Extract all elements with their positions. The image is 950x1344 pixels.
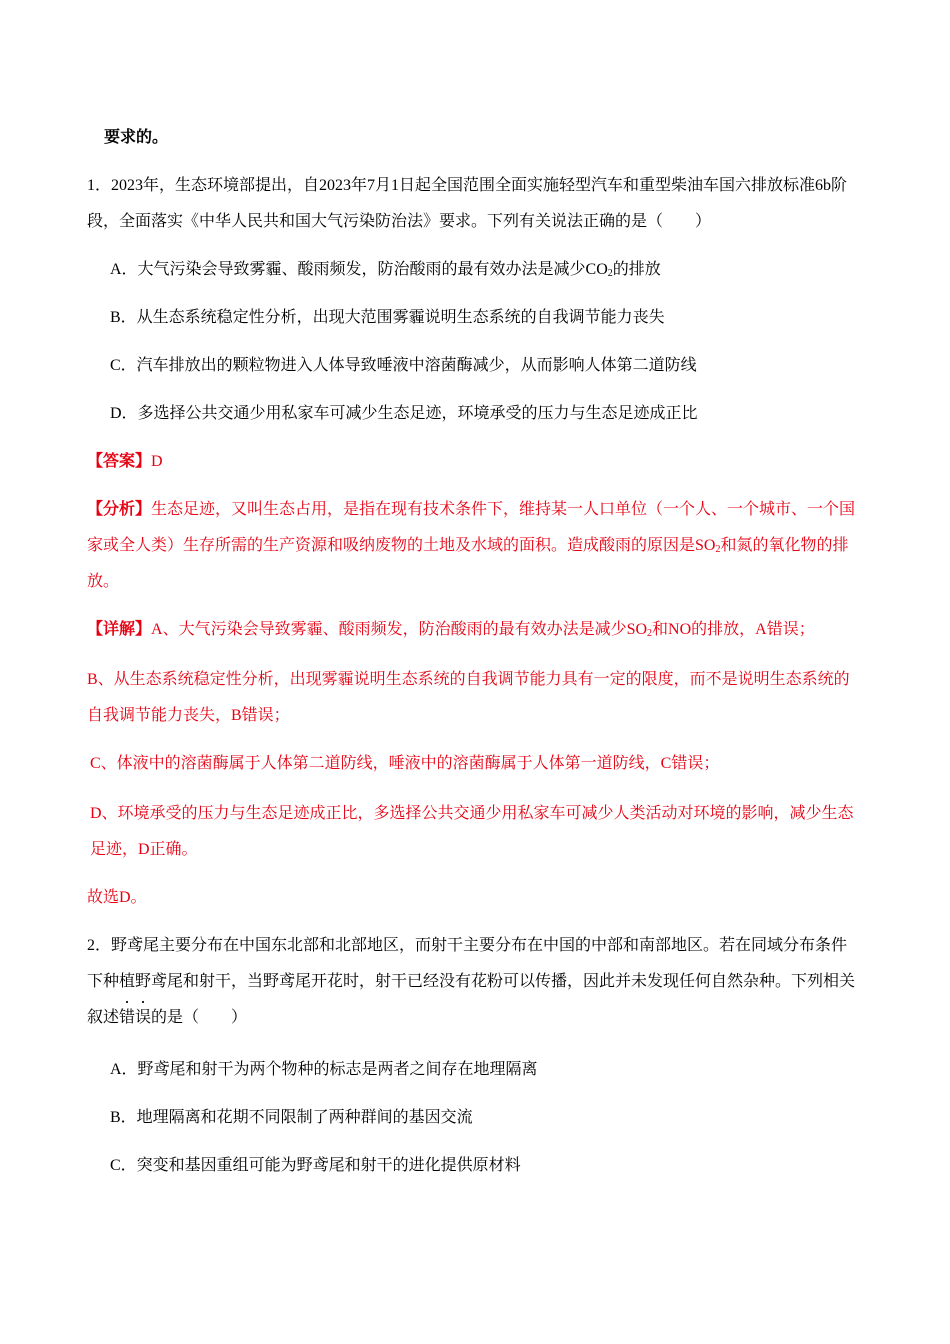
detail-b: B、从生态系统稳定性分析，出现雾霾说明生态系统的自我调节能力具有一定的限度，而不是说明生态系统的自我调节能力丧失，B错误；: [87, 671, 850, 724]
question-1-option-a: [110, 252, 862, 288]
analysis-subscript: 2: [715, 544, 721, 555]
answer-label: 【答案】: [87, 453, 152, 470]
detail-a: [87, 612, 862, 648]
answer-value: D: [151, 453, 163, 470]
question-2-option-a: A．野鸢尾和射干为两个物种的标志是两者之间存在地理隔离: [110, 1061, 538, 1078]
analysis-label: 【分析】: [87, 501, 152, 518]
detail-c: C、体液中的溶菌酶属于人体第二道防线，唾液中的溶菌酶属于人体第一道防线，C错误；: [90, 755, 720, 772]
analysis-text: 生态足迹，又叫生态占用，是指在现有技术条件下，维持某一人口单位（一个人、一个城市、一个国家或全人类）生存所需的生产资源和吸纳废物的土地及水域的面积。造成酸雨的原因是SO: [87, 501, 856, 554]
intro-text: 要求的。: [104, 129, 169, 146]
answer-line: [87, 444, 862, 480]
question-1-option-d: D．多选择公共交通少用私家车可减少生态足迹，环境承受的压力与生态足迹成正比: [110, 405, 698, 422]
conclusion: 故选D。: [87, 889, 147, 906]
question-2-text-end: 的是（ ）: [151, 1009, 248, 1026]
detail-a-subscript: 2: [647, 628, 653, 639]
detail-d: D、环境承受的压力与生态足迹成正比，多选择公共交通少用私家车可减少人类活动对环境的影响，减少生态足迹，D正确。: [90, 805, 854, 858]
option-a-text-end: 的排放: [612, 261, 661, 278]
emphasis-char-2: 误: [135, 1009, 152, 1026]
detail-label: 【详解】: [87, 621, 152, 638]
analysis-paragraph: [87, 492, 862, 600]
question-2-option-b: B．地理隔离和花期不同限制了两种群间的基因交流: [110, 1109, 473, 1126]
question-2-option-c: C．突变和基因重组可能为野鸢尾和射干的进化提供原材料: [110, 1157, 521, 1174]
question-1-stem: 1．2023年，生态环境部提出，自2023年7月1日起全国范围全面实施轻型汽车和重型柴油车国六排放标准6b阶段，全面落实《中华人民共和国大气污染防治法》要求。下列有关说法正确的是（ ）: [87, 177, 848, 230]
option-a-text: A．大气污染会导致雾霾、酸雨频发，防治酸雨的最有效办法是减少CO: [110, 261, 608, 278]
option-a-subscript: 2: [607, 268, 613, 279]
question-2-text: 2．野鸢尾主要分布在中国东北部和北部地区，而射干主要分布在中国的中部和南部地区。若在同域分布条件下种植野鸢尾和射干，当野鸢尾开花时，射干已经没有花粉可以传播，因此并未发现任何自然杂种。下列相关叙述: [87, 937, 856, 1026]
question-1-option-b: B．从生态系统稳定性分析，出现大范围雾霾说明生态系统的自我调节能力丧失: [110, 309, 665, 326]
analysis-text-end: 和氮的氧化物的排放。: [87, 537, 849, 590]
question-2-stem: [87, 928, 862, 1036]
question-1-option-c: C．汽车排放出的颗粒物进入人体导致唾液中溶菌酶减少，从而影响人体第二道防线: [110, 357, 697, 374]
detail-a-text: A、大气污染会导致雾霾、酸雨频发，防治酸雨的最有效办法是减少SO: [151, 621, 648, 638]
emphasis-char-1: 错: [119, 1009, 136, 1026]
detail-a-text-end: 和NO的排放，A错误；: [652, 621, 815, 638]
